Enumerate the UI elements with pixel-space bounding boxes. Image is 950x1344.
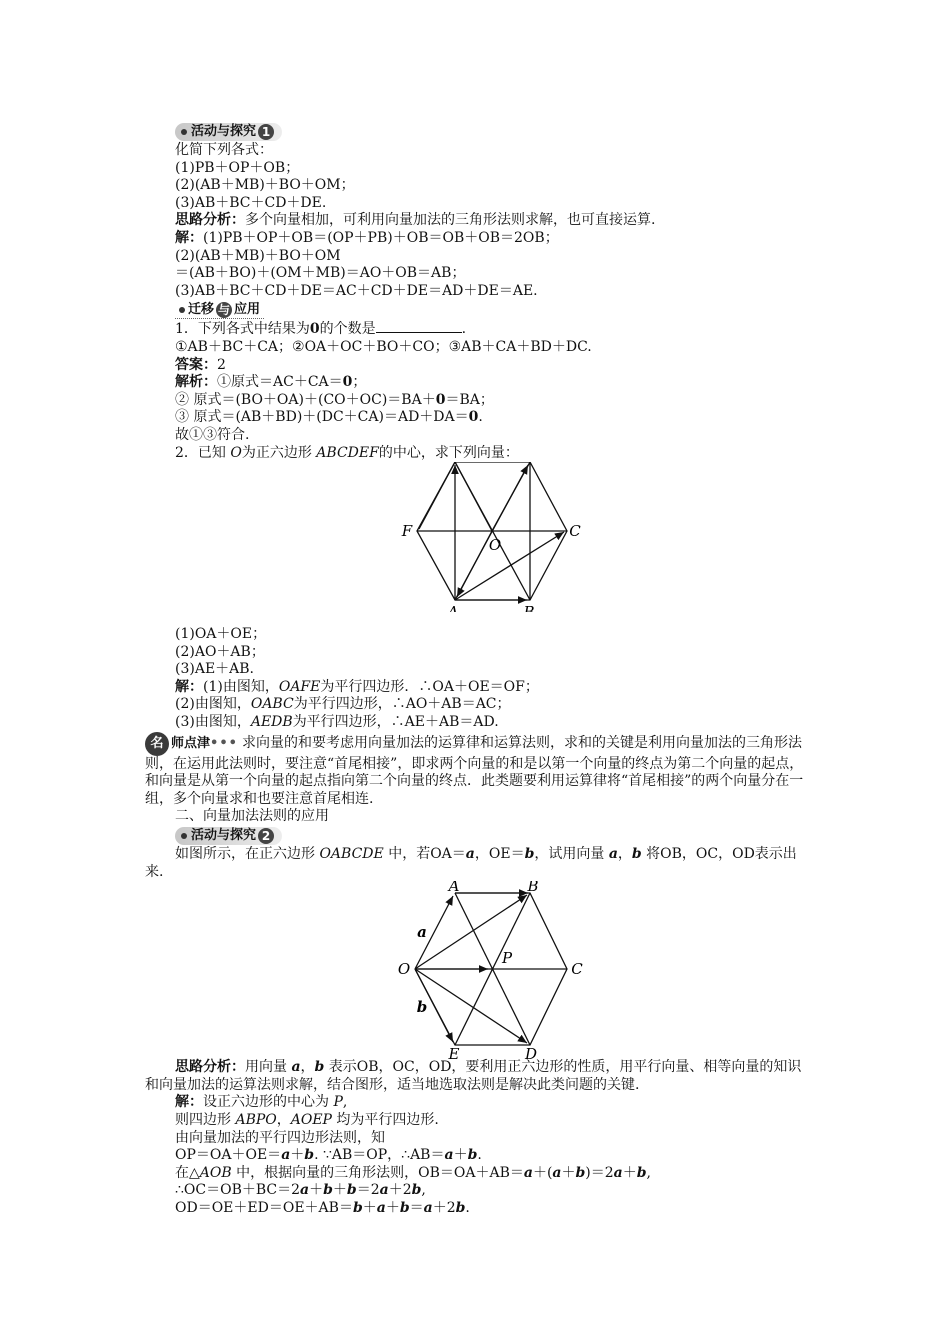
transfer-q2-item-3: (3)AE＋AB. (175, 661, 255, 678)
master-icon: 名 (145, 732, 169, 756)
activity-1-header (175, 122, 807, 142)
label-d2: D (524, 1045, 538, 1060)
master-tip (145, 732, 807, 809)
label-b: B (523, 603, 535, 613)
bullet-icon (179, 307, 185, 313)
act2-sol-6: ∴OC＝OB＋BC＝2a＋b＋b＝2a＋2b, (175, 1182, 426, 1199)
number-badge: 2 (258, 828, 274, 844)
act1-item-1: (1)PB＋OP＋OB； (175, 159, 300, 176)
label-b2: B (527, 881, 539, 896)
act2-analysis: 思路分析：用向量 a，b 表示OB，OC，OD，要利用正六边形的性质，用平行向量、相等向量的知识和向量加法的运算法则求解，结合图形，适当地选取法则是解决此类问题的关键. (145, 1059, 802, 1093)
answer-blank (376, 320, 462, 333)
transfer-q2: 2．已知 O为正六边形 ABCDEF的中心，求下列向量： (175, 444, 519, 461)
transfer-sol-3: (3)由图知，AEDB为平行四边形，∴AE＋AB＝AD. (175, 714, 499, 731)
label-a: A (447, 603, 459, 613)
label-a2: A (448, 881, 460, 896)
activity-tag-2: 活动与探究 2 (175, 827, 282, 845)
label-o2: O (397, 960, 411, 979)
master-tip-tag: 名 师点津 ••• (145, 732, 242, 756)
transfer-exp-1: 解析：①原式＝AC＋CA＝0； (175, 374, 367, 391)
document-page (145, 122, 807, 1218)
act2-sol-7: OD＝OE＋ED＝OE＋AB＝b＋a＋b＝a＋2b. (175, 1199, 470, 1216)
act1-sol-1: 解：(1)PB＋OP＋OB＝(OP＋PB)＋OB＝OB＋OB＝2OB； (175, 229, 559, 246)
label-vector-a: a (417, 923, 427, 942)
label-f: F (401, 522, 413, 541)
act1-item-2: (2)(AB＋MB)＋BO＋OM； (175, 177, 355, 194)
hexagon-figure-1 (175, 462, 807, 612)
transfer-header (175, 300, 807, 320)
transfer-exp-2: ② 原式＝(BO＋OA)＋(CO＋OC)＝BA＋0＝BA； (175, 391, 494, 408)
master-tip-text: 求向量的和要考虑用向量加法的运算律和运算法则，求和的关键是利用向量加法的三角形法则，在运用此法则时，要注意“首尾相接”，即求两个向量的和是以第一个向量的终点为第二个向量的起点，和向量是从第一个向量的起点指向第二个向量的终点．此类题要利用运算律将“首尾相接”的两个向量分在一组，多个向量求和也要注意首尾相连. (145, 734, 804, 807)
label-c2: C (571, 960, 583, 979)
label-d (524, 462, 537, 464)
act2-sol-2: 则四边形 ABPO，AOEP 均为平行四边形. (175, 1112, 439, 1128)
transfer-tag: 迁移 与 应用 (175, 301, 264, 319)
act2-question: 如图所示，在正六边形 OABCDE 中，若OA＝a，OE＝b，试用向量 a，b 将OB，OC，OD表示出来. (145, 846, 797, 880)
act1-analysis: 思路分析：多个向量相加，可利用向量加法的三角形法则求解，也可直接运算. (175, 212, 656, 229)
segment-ef (419, 462, 455, 529)
label-e2: E (448, 1045, 460, 1060)
transfer-q2-item-1: (1)OA＋OE； (175, 626, 267, 643)
label-p: P (501, 949, 513, 968)
label-e (444, 462, 456, 464)
act2-sol-1: 解：设正六边形的中心为 P, (175, 1094, 348, 1111)
act2-sol-4: OP＝OA＋OE＝a＋b. ∵AB＝OP，∴AB＝a＋b. (175, 1147, 482, 1164)
act1-item-3: (3)AB＋BC＋CD＋DE. (175, 194, 327, 211)
label-vector-b: b (416, 998, 428, 1017)
hexagon-diagram-2 (175, 881, 807, 1059)
act1-sol-4: (3)AB＋BC＋CD＋DE＝AC＋CD＋DE＝AD＋DE＝AE. (175, 282, 538, 299)
label-c: C (569, 522, 581, 541)
act2-sol-5: 在△AOB 中，根据向量的三角形法则，OB＝OA＋AB＝a＋(a＋b)＝2a＋b, (175, 1164, 651, 1181)
act1-sol-3: ＝(AB＋BO)＋(OM＋MB)＝AO＋OB＝AB； (175, 265, 466, 282)
transfer-q2-item-2: (2)AO＋AB； (175, 643, 265, 660)
bullet-icon (181, 129, 187, 135)
transfer-answer: 答案：2 (175, 356, 226, 373)
number-badge: 1 (258, 124, 274, 140)
act1-sol-2: (2)(AB＋MB)＋BO＋OM (175, 247, 341, 264)
activity-2-header (175, 826, 807, 846)
transfer-exp-3: ③ 原式＝(AB＋BD)＋(DC＋CA)＝AD＋DA＝0. (175, 409, 483, 426)
hexagon-diagram-1 (175, 462, 807, 612)
activity-tag: 活动与探究 1 (175, 123, 282, 141)
bullet-icon (181, 833, 187, 839)
section-2-title: 二、向量加法法则的应用 (175, 808, 329, 825)
transfer-q1-items: ①AB＋BC＋CA；②OA＋OC＋BO＋CO；③AB＋CA＋BD＋DC. (175, 338, 592, 355)
act1-title: 化简下列各式： (175, 142, 273, 158)
transfer-sol-1: 解：(1)由图知，OAFE为平行四边形．∴OA＋OE＝OF； (175, 678, 539, 695)
act2-sol-3: 由向量加法的平行四边形法则，知 (175, 1129, 385, 1146)
transfer-conclude: 故①③符合. (175, 426, 250, 443)
transfer-q1: 1．下列各式中结果为0的个数是 . (175, 321, 467, 338)
transfer-sol-2: (2)由图知，OABC为平行四边形，∴AO＋AB＝AC； (175, 696, 511, 713)
label-o: O (488, 536, 502, 555)
hexagon-figure-2 (175, 881, 807, 1059)
